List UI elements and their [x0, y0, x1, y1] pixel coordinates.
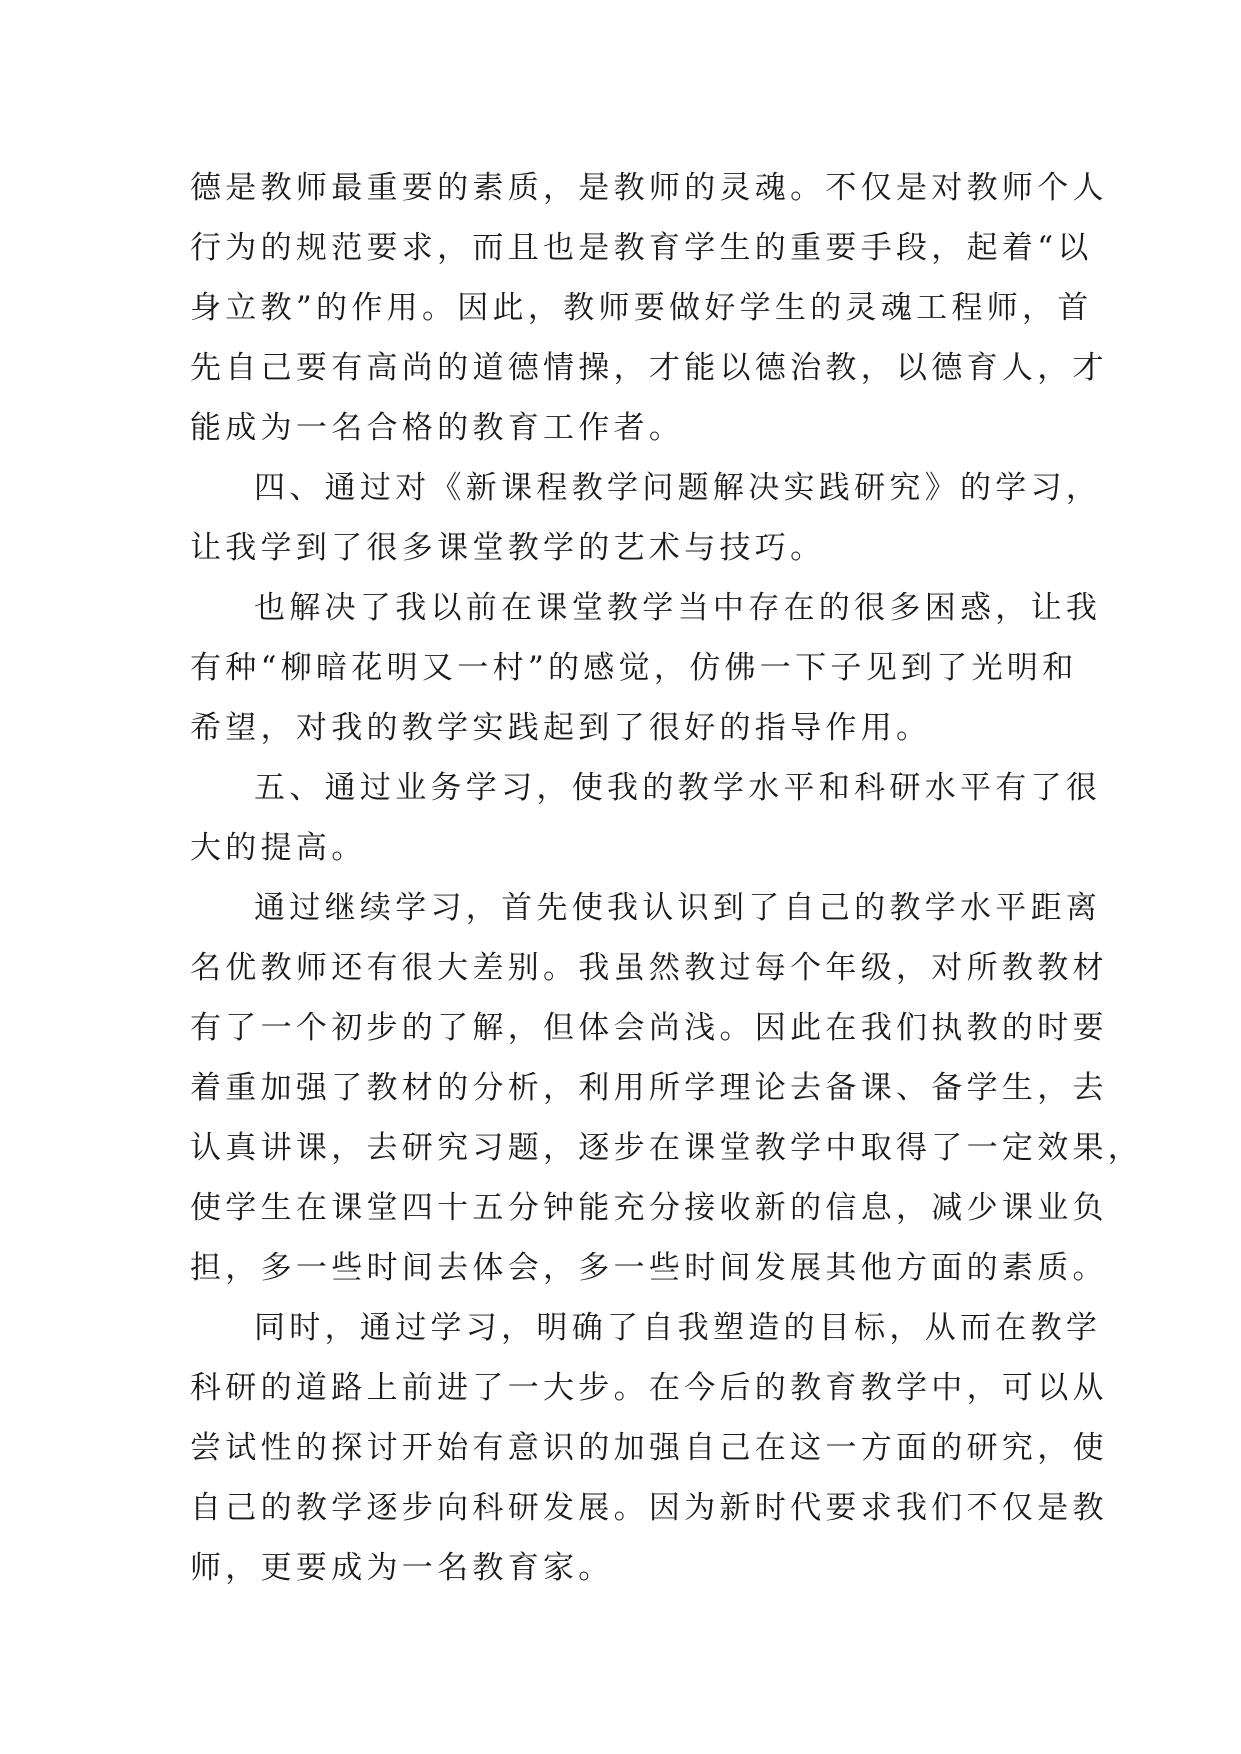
text-line: 自己的教学逐步向科研发展。因为新时代要求我们不仅是教 — [190, 1490, 1108, 1526]
paragraph-start-line: 也解决了我以前在课堂教学当中存在的很多困惑，让我 — [254, 590, 1102, 626]
text-line: 有了一个初步的了解，但体会尚浅。因此在我们执教的时要 — [190, 1010, 1108, 1046]
text-line: 能成为一名合格的教育工作者。 — [190, 410, 685, 446]
text-line: 行为的规范要求，而且也是教育学生的重要手段，起着“以 — [190, 230, 1093, 266]
paragraph-start-line: 同时，通过学习，明确了自我塑造的目标，从而在教学 — [254, 1310, 1102, 1346]
text-line: 德是教师最重要的素质，是教师的灵魂。不仅是对教师个人 — [190, 170, 1108, 206]
text-line: 着重加强了教材的分析，利用所学理论去备课、备学生，去 — [190, 1070, 1108, 1106]
text-line: 尝试性的探讨开始有意识的加强自己在这一方面的研究，使 — [190, 1430, 1108, 1466]
text-line: 有种“柳暗花明又一村”的感觉，仿佛一下子见到了光明和 — [190, 650, 1078, 686]
paragraph-start-line: 五、通过业务学习，使我的教学水平和科研水平有了很 — [254, 770, 1102, 806]
text-line: 使学生在课堂四十五分钟能充分接收新的信息，减少课业负 — [190, 1190, 1108, 1226]
text-line: 科研的道路上前进了一大步。在今后的教育教学中，可以从 — [190, 1370, 1108, 1406]
text-line: 认真讲课，去研究习题，逐步在课堂教学中取得了一定效果， — [190, 1130, 1144, 1166]
text-line: 身立教”的作用。因此，教师要做好学生的灵魂工程师，首 — [190, 290, 1093, 326]
text-line: 让我学到了很多课堂教学的艺术与技巧。 — [190, 530, 826, 566]
text-line: 大的提高。 — [190, 830, 367, 866]
paragraph-start-line: 通过继续学习，首先使我认识到了自己的教学水平距离 — [254, 890, 1102, 926]
text-line: 希望，对我的教学实践起到了很好的指导作用。 — [190, 710, 932, 746]
text-line: 师，更要成为一名教育家。 — [190, 1550, 614, 1586]
text-line: 名优教师还有很大差别。我虽然教过每个年级，对所教教材 — [190, 950, 1108, 986]
text-line: 担，多一些时间去体会，多一些时间发展其他方面的素质。 — [190, 1250, 1108, 1286]
paragraph-start-line: 四、通过对《新课程教学问题解决实践研究》的学习， — [254, 470, 1102, 506]
text-line: 先自己要有高尚的道德情操，才能以德治教，以德育人，才 — [190, 350, 1108, 386]
